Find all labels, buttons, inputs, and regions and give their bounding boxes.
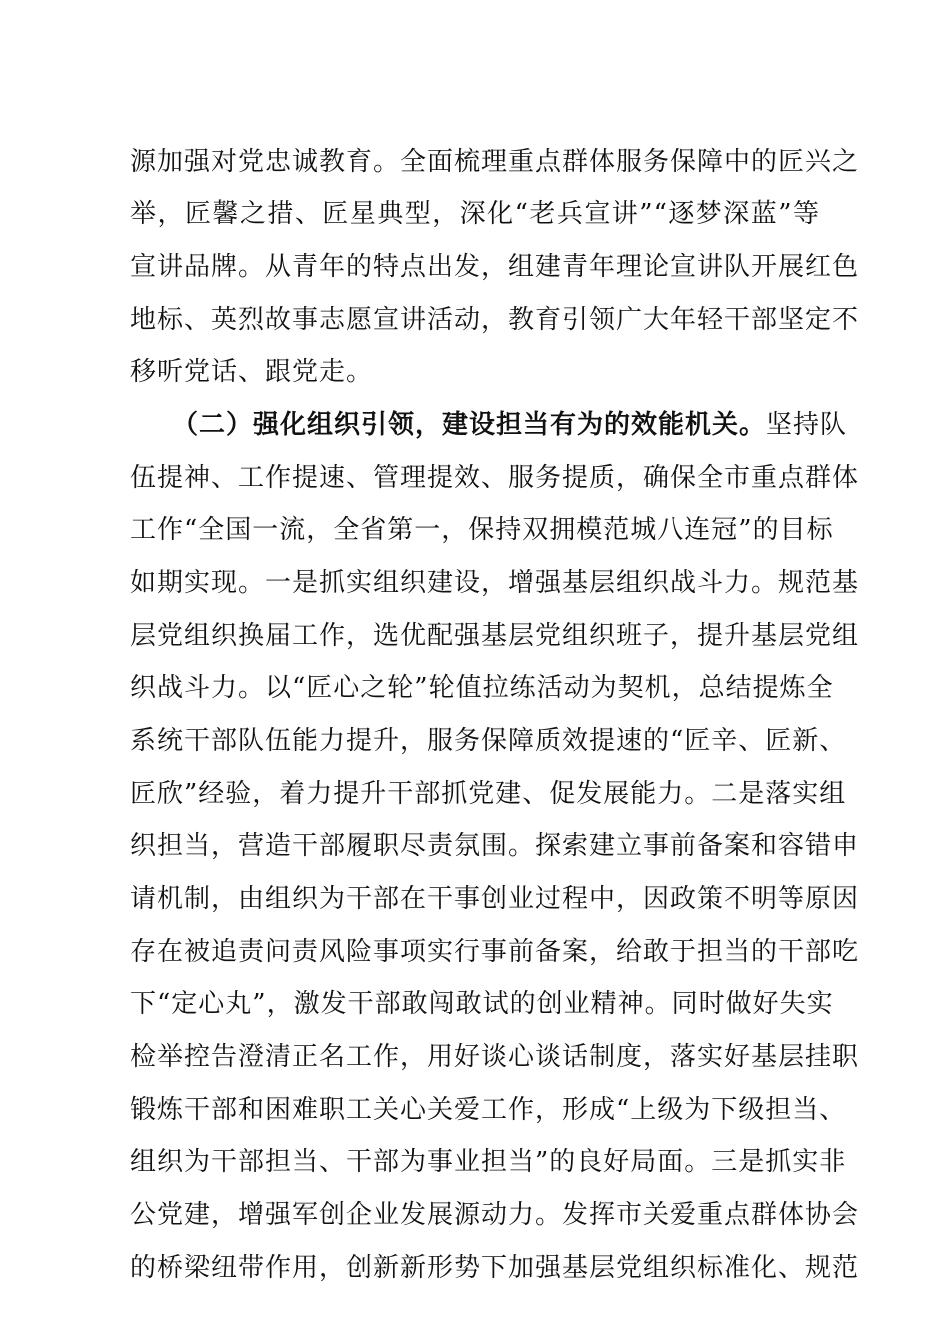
text-line: 下“定心丸”，激发干部敢闯敢试的创业精神。同时做好失实 (130, 989, 834, 1019)
text-line: 系统干部队伍能力提升，服务保障质效提速的“匠辛、匠新、 (130, 726, 847, 756)
text-line: 织担当，营造干部履职尽责氛围。探索建立事前备案和容错申 (130, 831, 860, 861)
text-line: 锻炼干部和困难职工关心关爱工作，形成“上级为下级担当、 (130, 1095, 847, 1125)
text-line: 组织为干部担当、干部为事业担当”的良好局面。三是抓实非 (130, 1147, 847, 1177)
text-line: 如期实现。一是抓实组织建设，增强基层组织战斗力。规范基 (130, 568, 860, 598)
text-line: 织战斗力。以“匠心之轮”轮值拉练活动为契机，总结提炼全 (130, 673, 834, 703)
text-line: 地标、英烈故事志愿宣讲活动，教育引领广大年轻干部坚定不 (130, 305, 860, 335)
text-line: 移听党话、跟党走。 (130, 357, 374, 387)
text-line: 宣讲品牌。从青年的特点出发，组建青年理论宣讲队开展红色 (130, 252, 860, 282)
text-line: 公党建，增强军创企业发展源动力。发挥市关爱重点群体协会 (130, 1200, 860, 1230)
text-line: 匠欣”经验，着力提升干部抓党建、促发展能力。二是落实组 (130, 779, 847, 809)
section-heading-line (172, 405, 848, 445)
text-line: 存在被追责问责风险事项实行事前备案，给敢于担当的干部吃 (130, 937, 860, 967)
text-line: 举，匠馨之措、匠星典型，深化“老兵宣讲”“逐梦深蓝”等 (130, 199, 820, 229)
text-line: 请机制，由组织为干部在干事创业过程中，因政策不明等原因 (130, 884, 860, 914)
text-line: 伍提神、工作提速、管理提效、服务提质，确保全市重点群体 (130, 463, 860, 493)
text-line: 源加强对党忠诚教育。全面梳理重点群体服务保障中的匠兴之 (130, 147, 860, 177)
text-line: 检举控告澄清正名工作，用好谈心谈话制度，落实好基层挂职 (130, 1042, 860, 1072)
section-heading-continuation: 坚持队 (766, 410, 848, 440)
text-line: 层党组织换届工作，选优配强基层党组织班子，提升基层党组 (130, 621, 860, 651)
text-line: 的桥梁纽带作用，创新新形势下加强基层党组织标准化、规范 (130, 1253, 860, 1283)
section-heading: （二）强化组织引领，建设担当有为的效能机关。 (172, 410, 767, 440)
text-line: 工作“全国一流，全省第一，保持双拥模范城八连冠”的目标 (130, 515, 834, 545)
